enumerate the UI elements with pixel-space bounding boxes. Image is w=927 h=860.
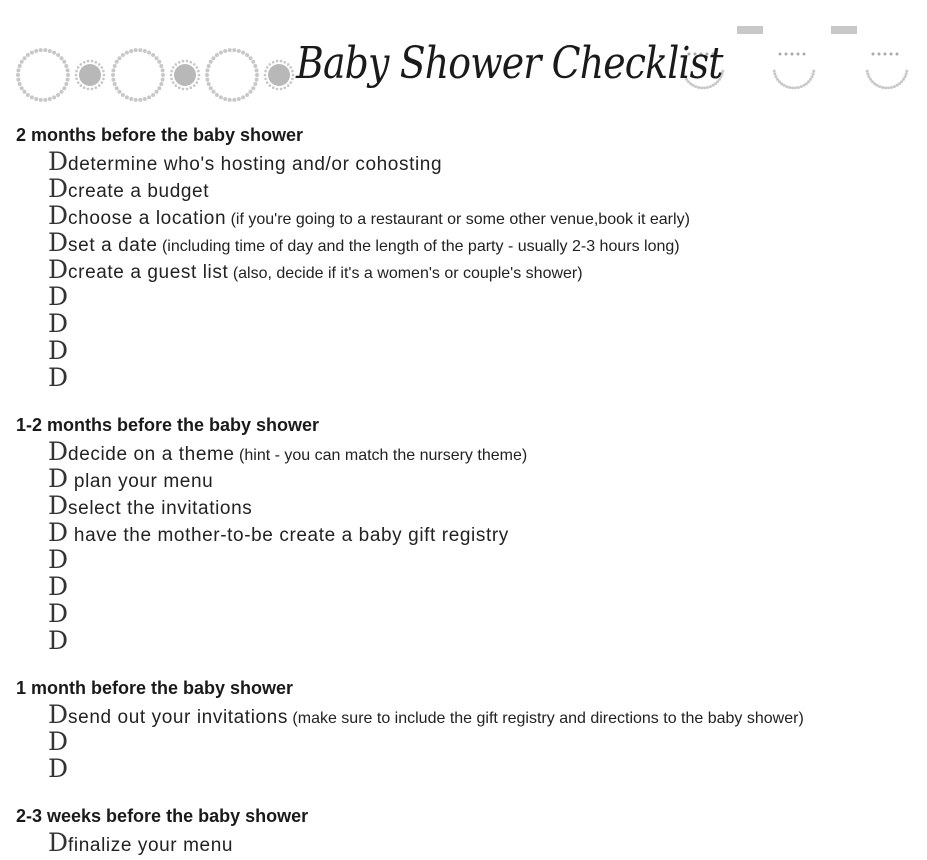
checklist-item[interactable]	[48, 600, 921, 627]
decoration-dot	[147, 51, 151, 55]
decoration-dot	[812, 70, 815, 73]
decoration-dot	[91, 60, 94, 63]
decoration-dot	[896, 84, 899, 87]
checklist-item[interactable]	[48, 337, 921, 364]
decoration-dot	[223, 97, 227, 101]
checklist-item[interactable]	[48, 465, 921, 492]
decoration-dot	[20, 60, 24, 64]
checklist-item[interactable]	[48, 627, 921, 654]
decoration-dot	[198, 74, 201, 77]
checklist-item[interactable]	[48, 829, 921, 856]
decoration-dot	[219, 51, 223, 55]
decoration-dot	[30, 95, 34, 99]
decoration-dot	[291, 78, 294, 81]
decoration-dot	[182, 88, 185, 91]
decoration-dot	[87, 88, 90, 91]
checklist-item[interactable]	[48, 148, 921, 175]
decoration-dot	[272, 61, 275, 64]
decoration-dot	[205, 78, 209, 82]
decoration-dot	[26, 93, 30, 97]
decoration-dot	[219, 95, 223, 99]
decoration-dot	[215, 93, 219, 97]
decoration-dot	[890, 86, 893, 89]
decoration-dot	[20, 86, 24, 90]
decoration-dot	[77, 81, 80, 84]
decoration-dot	[43, 98, 47, 102]
decoration-dot	[161, 68, 165, 72]
checklist-item[interactable]	[48, 310, 921, 337]
checkbox-icon[interactable]: D	[48, 572, 69, 601]
decoration-dot	[209, 86, 213, 90]
decoration-dot	[253, 64, 257, 68]
checklist-section	[16, 122, 921, 391]
decoration-dot	[269, 84, 272, 87]
checklist-section	[16, 675, 921, 782]
decoration-dot	[264, 70, 267, 73]
decoration-dot	[101, 81, 104, 84]
decoration-dot	[884, 86, 887, 89]
decoration-dot	[869, 78, 872, 81]
decoration-dot	[83, 61, 86, 64]
decoration-dot	[778, 80, 781, 83]
decoration-dot	[66, 78, 70, 82]
checkbox-icon[interactable]: D	[48, 228, 69, 257]
checklist-item[interactable]	[48, 755, 921, 782]
decoration-dot	[868, 75, 871, 78]
decoration-dot	[121, 53, 125, 57]
checkbox-icon[interactable]: D	[48, 437, 69, 466]
checklist-section	[16, 412, 921, 654]
decoration-dot	[77, 66, 80, 69]
checklist-item[interactable]	[48, 519, 921, 546]
decoration-dot	[66, 73, 70, 77]
decoration-dot	[134, 48, 138, 52]
decoration-dot	[905, 70, 908, 73]
decoration-bar	[737, 26, 763, 34]
decoration-dot	[66, 68, 70, 72]
decoration-dot	[125, 51, 129, 55]
decoration-dot	[251, 60, 255, 64]
decoration-dot	[64, 64, 68, 68]
decoration-dot	[212, 90, 216, 94]
decoration-dot	[237, 97, 241, 101]
decoration-dot	[91, 88, 94, 91]
decoration-dot	[172, 66, 175, 69]
item-note: (also, decide if it's a women's or couple's shower)	[232, 265, 583, 282]
decoration-dot	[155, 90, 159, 94]
decoration-dot	[121, 93, 125, 97]
decoration-dot	[872, 53, 875, 56]
decoration-dot	[95, 61, 98, 64]
item-note: (hint - you can match the nursery theme)	[239, 447, 528, 464]
decoration-dot	[905, 73, 908, 76]
decoration-dot	[115, 60, 119, 64]
decoration-dot	[253, 82, 257, 86]
decoration-dot	[75, 74, 78, 77]
decoration-dot	[138, 98, 142, 102]
decoration-dot	[773, 70, 776, 73]
decoration-dot	[241, 95, 245, 99]
decoration-dot	[125, 95, 129, 99]
checkbox-icon[interactable]: D	[48, 727, 69, 756]
decoration-dot	[290, 81, 293, 84]
decoration-dot	[205, 68, 209, 72]
decoration-dot	[48, 97, 52, 101]
checkbox-icon[interactable]: D	[48, 174, 69, 203]
decoration-dot	[287, 84, 290, 87]
decoration-dot	[212, 56, 216, 60]
checklist-item[interactable]	[48, 701, 921, 728]
item-note: (if you're going to a restaurant or some other venue,book it early)	[230, 211, 690, 228]
decoration-dot	[60, 90, 64, 94]
decoration-dot	[812, 73, 815, 76]
decoration-dot	[62, 60, 66, 64]
decoration-dot	[87, 60, 90, 63]
decoration-dot	[190, 86, 193, 89]
decoration-dot	[232, 98, 236, 102]
checklist-item[interactable]	[48, 256, 921, 283]
decoration-dot	[62, 86, 66, 90]
decoration-dot	[249, 90, 253, 94]
decoration-dot	[118, 56, 122, 60]
decoration-dot	[207, 82, 211, 86]
decoration-dot	[280, 60, 283, 63]
checklist-item[interactable]	[48, 364, 921, 391]
decoration-dot	[172, 81, 175, 84]
decoration-dot	[155, 56, 159, 60]
decoration-dot	[775, 75, 778, 78]
decoration-dot	[866, 70, 869, 73]
decoration-dot	[284, 86, 287, 89]
decoration-dot	[101, 66, 104, 69]
decoration-dot	[280, 88, 283, 91]
decoration-dot	[75, 70, 78, 73]
checkbox-icon[interactable]: D	[48, 255, 69, 284]
decoration-dot	[143, 97, 147, 101]
decoration-dot	[797, 53, 800, 56]
decoration-dot	[174, 64, 196, 86]
decoration-dot	[79, 64, 101, 86]
decoration-dot	[159, 82, 163, 86]
item-text: have the mother-to-be create a baby gift registry	[68, 525, 509, 546]
decoration-dot	[48, 49, 52, 53]
decoration-dot	[245, 93, 249, 97]
decoration-dot	[785, 85, 788, 88]
decoration-dot	[803, 53, 806, 56]
decoration-dot	[170, 74, 173, 77]
decoration-dot	[196, 66, 199, 69]
decoration-dot	[56, 93, 60, 97]
item-text: determine who's hosting and/or cohosting	[68, 154, 443, 175]
decoration-dot	[232, 48, 236, 52]
checkbox-icon[interactable]: D	[48, 282, 69, 311]
decoration-bar	[831, 26, 857, 34]
decoration-dot	[241, 51, 245, 55]
decoration-dot	[60, 56, 64, 60]
decoration-dot	[157, 60, 161, 64]
item-text: finalize your menu	[68, 835, 234, 856]
checklist-item[interactable]	[48, 438, 921, 465]
decoration-dot	[178, 61, 181, 64]
section-spacer	[16, 654, 921, 675]
decoration-dot	[186, 88, 189, 91]
decoration-dot	[34, 97, 38, 101]
decoration-dot	[170, 78, 173, 81]
checklist-section	[16, 803, 921, 856]
decoration-dot	[794, 86, 797, 89]
checkbox-icon[interactable]: D	[48, 754, 69, 783]
item-text: create a budget	[68, 181, 210, 202]
decoration-dot	[287, 63, 290, 66]
decoration-dot	[143, 49, 147, 53]
checkbox-icon[interactable]: D	[48, 626, 69, 655]
decoration-dot	[159, 64, 163, 68]
section-heading: 1-2 months before the baby shower	[16, 415, 320, 435]
decoration-dot	[52, 95, 56, 99]
decoration-dot	[39, 48, 43, 52]
decoration-dot	[18, 64, 22, 68]
decoration-dot	[887, 86, 890, 89]
decoration-dot	[161, 78, 165, 82]
decoration-dot	[193, 63, 196, 66]
decoration-dot	[118, 90, 122, 94]
decoration-dot	[23, 56, 27, 60]
decoration-dot	[776, 78, 779, 81]
checkbox-icon[interactable]: D	[48, 545, 69, 574]
checkbox-icon[interactable]: D	[48, 464, 69, 493]
item-text: select the invitations	[68, 498, 253, 519]
decoration-dot	[269, 63, 272, 66]
item-text: choose a location	[68, 208, 227, 229]
checklist-item[interactable]	[48, 573, 921, 600]
decoration-dot	[197, 70, 200, 73]
checkbox-icon[interactable]: D	[48, 491, 69, 520]
item-text: set a date	[68, 235, 158, 256]
decoration-dot	[30, 51, 34, 55]
decoration-dot	[178, 86, 181, 89]
item-note: (including time of day and the length of the party - usually 2-3 hours long)	[161, 238, 680, 255]
checklist-item[interactable]	[48, 175, 921, 202]
decoration-dot	[237, 49, 241, 53]
checkbox-icon[interactable]: D	[48, 518, 69, 547]
decoration-dot	[157, 86, 161, 90]
section-heading: 2-3 weeks before the baby shower	[16, 806, 309, 826]
decoration-dot	[129, 49, 133, 53]
page-title: Baby Shower Checklist	[296, 38, 723, 89]
checkbox-icon[interactable]: D	[48, 700, 69, 729]
decoration-dot	[255, 78, 259, 82]
decoration-dot	[788, 86, 791, 89]
decoration-dot	[291, 70, 294, 73]
section-heading: 2 months before the baby shower	[16, 125, 304, 145]
decoration-dot	[896, 53, 899, 56]
decoration-dot	[902, 78, 905, 81]
decoration-dot	[113, 64, 117, 68]
checkbox-icon[interactable]: D	[48, 201, 69, 230]
item-text: create a guest list	[68, 262, 229, 283]
decoration-dot	[276, 88, 279, 91]
decoration-dot	[16, 68, 20, 72]
decoration-dot	[881, 86, 884, 89]
decoration-dot	[161, 73, 165, 77]
section-spacer	[16, 782, 921, 803]
decoration-dot	[249, 56, 253, 60]
checkbox-icon[interactable]: D	[48, 147, 69, 176]
decoration-dot	[266, 66, 269, 69]
decoration-dot	[791, 86, 794, 89]
decoration-dot	[111, 68, 115, 72]
decoration-dot	[809, 78, 812, 81]
decoration-dot	[175, 84, 178, 87]
decoration-dot	[98, 84, 101, 87]
header-decoration	[0, 0, 927, 120]
decoration-dot	[196, 81, 199, 84]
decoration-dot	[264, 78, 267, 81]
checkbox-icon[interactable]: D	[48, 363, 69, 392]
decoration-dot	[103, 74, 106, 77]
decoration-dot	[890, 53, 893, 56]
decoration-dot	[223, 49, 227, 53]
decoration-dot	[134, 98, 138, 102]
decoration-dot	[52, 51, 56, 55]
decoration-dot	[23, 90, 27, 94]
item-text: plan your menu	[68, 471, 214, 492]
decoration-dot	[102, 78, 105, 81]
decoration-dot	[290, 66, 293, 69]
decoration-dot	[251, 86, 255, 90]
decoration-dot	[113, 82, 117, 86]
decoration-dot	[803, 84, 806, 87]
decoration-dot	[791, 53, 794, 56]
decoration-dot	[111, 78, 115, 82]
decoration-dot	[138, 48, 142, 52]
decoration-dot	[255, 68, 259, 72]
decoration-dot	[207, 64, 211, 68]
decoration-dot	[773, 73, 776, 76]
decoration-dot	[209, 60, 213, 64]
section-heading: 1 month before the baby shower	[16, 678, 294, 698]
checkbox-icon[interactable]: D	[48, 828, 69, 857]
decoration-dot	[228, 98, 232, 102]
decoration-dot	[276, 60, 279, 63]
decoration-dot	[43, 48, 47, 52]
checklist-item[interactable]	[48, 546, 921, 573]
decoration-dot	[75, 78, 78, 81]
decoration-dot	[80, 63, 83, 66]
decoration-dot	[284, 61, 287, 64]
decoration-dot	[871, 80, 874, 83]
item-text: send out your invitations	[68, 707, 288, 728]
decoration-dot	[268, 64, 290, 86]
decoration-dot	[800, 85, 803, 88]
decoration-dot	[147, 95, 151, 99]
decoration-dot	[56, 53, 60, 57]
decoration-dot	[215, 53, 219, 57]
decoration-dot	[186, 60, 189, 63]
decoration-dot	[205, 73, 209, 77]
decoration-dot	[16, 78, 20, 82]
decoration-dot	[102, 70, 105, 73]
decoration-dot	[292, 74, 295, 77]
checkbox-icon[interactable]: D	[48, 309, 69, 338]
decoration-dot	[193, 84, 196, 87]
decoration-dot	[111, 73, 115, 77]
decoration-dot	[170, 70, 173, 73]
decoration-dot	[904, 75, 907, 78]
decoration-dot	[115, 86, 119, 90]
decoration-dot	[39, 98, 43, 102]
decoration-dot	[129, 97, 133, 101]
decoration-dot	[175, 63, 178, 66]
checklist-item[interactable]	[48, 728, 921, 755]
checkbox-icon[interactable]: D	[48, 336, 69, 365]
decoration-dot	[797, 86, 800, 89]
decoration-dot	[228, 48, 232, 52]
decoration-dot	[98, 63, 101, 66]
checklist-item[interactable]	[48, 283, 921, 310]
decoration-dot	[811, 75, 814, 78]
decoration-dot	[266, 81, 269, 84]
decoration-dot	[182, 60, 185, 63]
decoration-dot	[878, 53, 881, 56]
decoration-dot	[779, 53, 782, 56]
decoration-dot	[884, 53, 887, 56]
decoration-dot	[197, 78, 200, 81]
decoration-dot	[264, 74, 267, 77]
section-spacer	[16, 391, 921, 412]
decoration-dot	[151, 93, 155, 97]
decoration-dot	[190, 61, 193, 64]
decoration-dot	[80, 84, 83, 87]
decoration-dot	[16, 73, 20, 77]
decoration-dot	[26, 53, 30, 57]
checklist-item[interactable]	[48, 229, 921, 256]
decoration-dot	[255, 73, 259, 77]
decoration-dot	[866, 73, 869, 76]
checklist-item[interactable]	[48, 202, 921, 229]
checklist-item[interactable]	[48, 492, 921, 519]
decoration-dot	[893, 85, 896, 88]
checklist	[16, 122, 921, 856]
decoration-dot	[18, 82, 22, 86]
decoration-dot	[95, 86, 98, 89]
decoration-dot	[785, 53, 788, 56]
checkbox-icon[interactable]: D	[48, 599, 69, 628]
decoration-dot	[151, 53, 155, 57]
decoration-dot	[34, 49, 38, 53]
decoration-dot	[272, 86, 275, 89]
item-note: (make sure to include the gift registry and directions to the baby shower)	[292, 710, 804, 727]
decoration-dot	[83, 86, 86, 89]
decoration-dot	[64, 82, 68, 86]
decoration-dot	[878, 85, 881, 88]
decoration-dot	[245, 53, 249, 57]
item-text: decide on a theme	[68, 444, 235, 465]
